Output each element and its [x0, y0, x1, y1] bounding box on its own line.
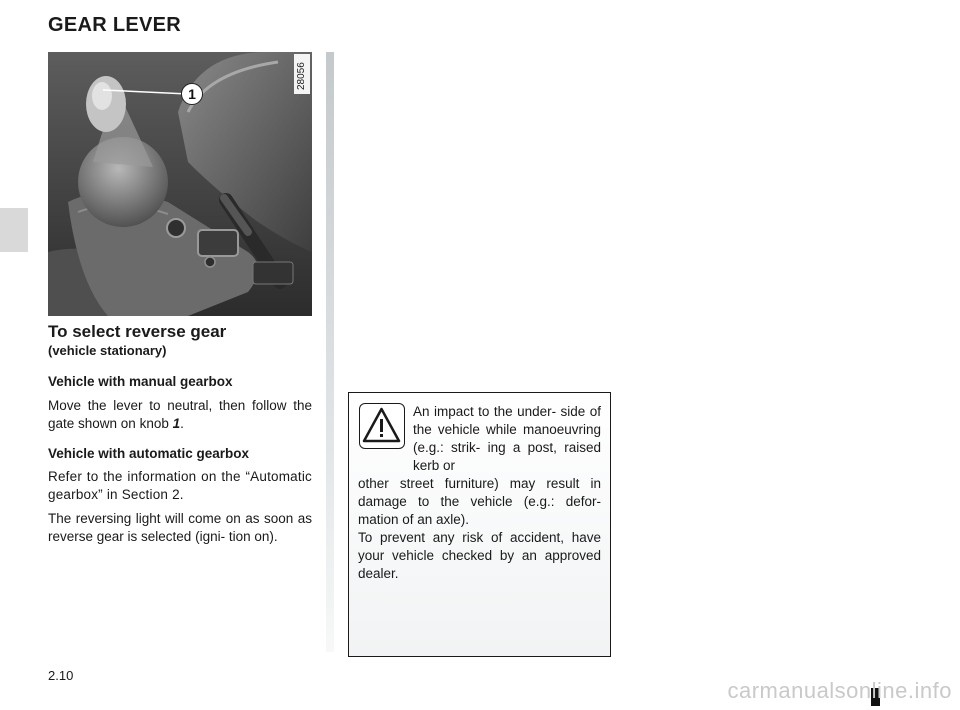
section-tab: [0, 208, 28, 252]
manual-gearbox-heading: Vehicle with manual gearbox: [48, 374, 233, 389]
warning-advice-text: To prevent any risk of accident, have your vehicle checked by an approved dealer.: [358, 530, 601, 581]
automatic-gearbox-text: Refer to the information on the “Automatic gearbox” in Section 2.: [48, 469, 312, 502]
watermark: carmanualsonline.info: [727, 678, 952, 703]
gear-lever-photo: [48, 52, 312, 316]
gear-lever-illustration: [48, 52, 312, 316]
photo-reference-code: 28056: [296, 62, 307, 90]
section-subheading: (vehicle stationary): [48, 343, 167, 358]
warning-triangle-icon: [359, 403, 405, 449]
warning-text-top: An impact to the under- side of the vehicle while manoeuvring (e.g.: strik- ing a post, raised kerb or: [413, 404, 601, 473]
warning-box: [348, 392, 611, 657]
manual-gearbox-text: [48, 397, 312, 433]
knob-reference: 1: [172, 416, 181, 431]
page-title: GEAR LEVER: [48, 14, 182, 36]
warning-text-full: other street furniture) may result in damage to the vehicle (e.g.: defor- mation of an axle).: [358, 476, 601, 527]
column-divider: [326, 52, 334, 652]
callout-marker: 1: [181, 83, 203, 105]
manual-text-part-2: .: [180, 416, 184, 431]
page-number: 2.10: [48, 668, 74, 683]
reversing-light-text: The reversing light will come on as soon as reverse gear is selected (igni- tion on).: [48, 511, 312, 544]
section-heading: To select reverse gear: [48, 322, 227, 341]
manual-text-part-1: Move the lever to neutral, then follow the gate shown on knob: [48, 398, 312, 431]
photo-reference-code-box: [294, 54, 310, 94]
automatic-gearbox-heading: Vehicle with automatic gearbox: [48, 446, 250, 461]
